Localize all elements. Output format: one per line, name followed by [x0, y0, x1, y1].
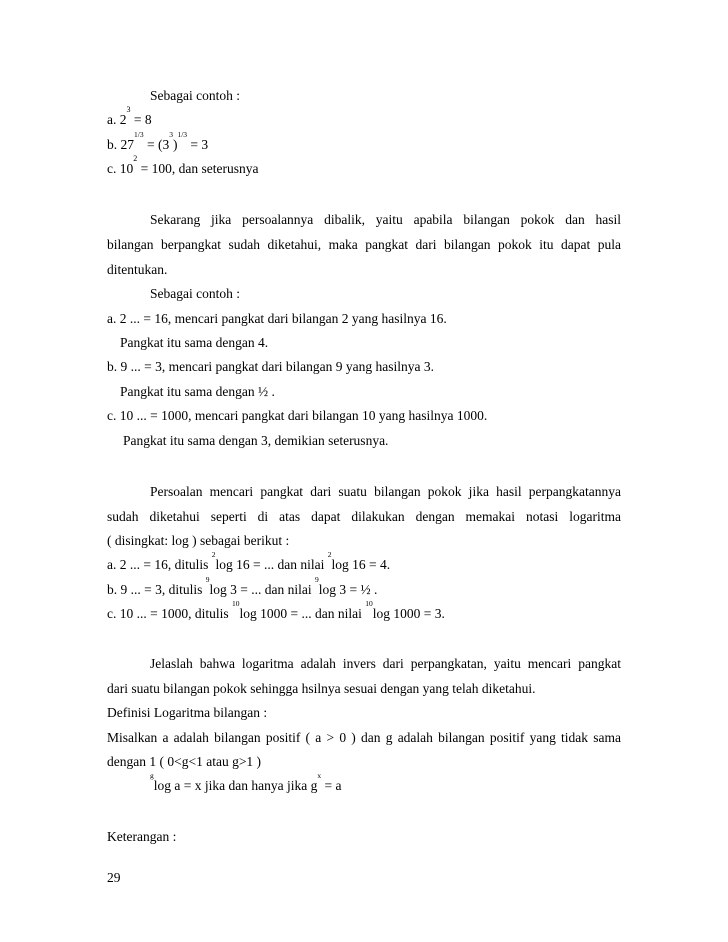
definition-line-1: Misalkan a adalah bilangan positif ( a > 0 ) dan g adalah bilangan positif yang tidak sama	[107, 730, 621, 745]
example-2c: c. 10 ... = 1000, mencari pangkat dari bilangan 10 yang hasilnya 1000.	[107, 408, 488, 423]
log-example-b: b. 9 ... = 3, ditulis $^9$log 3 = ... dan nilai $^9$log 3 = ½ .	[107, 575, 378, 597]
example-2b-note: Pangkat itu sama dengan ½ .	[120, 384, 275, 399]
example-1c: c. $10^2 = 100$, dan seterusnya	[107, 154, 259, 176]
paragraph-4-line-2: dari suatu bilangan pokok sehingga hsilnya sesuai dengan yang telah diketahui.	[107, 681, 536, 696]
paragraph-3-line-1: Persoalan mencari pangkat dari suatu bilangan pokok jika hasil perpangkatannya	[150, 484, 621, 499]
example-intro-2: Sebagai contoh :	[150, 286, 240, 301]
paragraph-4-line-1: Jelaslah bahwa logaritma adalah invers dari perpangkatan, yaitu mencari pangkat	[150, 656, 621, 671]
example-2c-note: Pangkat itu sama dengan 3, demikian seterusnya.	[123, 433, 389, 448]
definition-formula: $^g$log a = x jika dan hanya jika $g^x = a$	[150, 771, 342, 793]
example-1b: b. $27^{1/3} = (3^3)^{1/3} = 3$	[107, 130, 209, 152]
example-2a: a. 2 ... = 16, mencari pangkat dari bilangan 2 yang hasilnya 16.	[107, 311, 447, 326]
log-example-c: c. 10 ... = 1000, ditulis $^{10}$log 1000 = ... dan nilai $^{10}$log 1000 = 3.	[107, 599, 445, 621]
definition-line-2: dengan 1 ( 0<g<1 atau g>1 )	[107, 754, 262, 769]
page-number: 29	[107, 870, 121, 885]
paragraph-3-line-2: sudah diketahui seperti di atas dapat dilakukan dengan memakai notasi logaritma	[107, 509, 621, 524]
paragraph-2-line-2: bilangan berpangkat sudah diketahui, maka pangkat dari bilangan pokok itu dapat pula	[107, 237, 621, 252]
example-1a: a. $2^3 = 8$	[107, 105, 152, 127]
paragraph-2-line-1: Sekarang jika persoalannya dibalik, yaitu apabila bilangan pokok dan hasil	[150, 212, 621, 227]
example-2a-note: Pangkat itu sama dengan 4.	[120, 335, 269, 350]
example-2b: b. 9 ... = 3, mencari pangkat dari bilangan 9 yang hasilnya 3.	[107, 359, 435, 374]
paragraph-3-line-3: ( disingkat: log ) sebagai berikut :	[107, 533, 290, 548]
log-example-a: a. 2 ... = 16, ditulis $^2$log 16 = ... dan nilai $^2$log 16 = 4.	[107, 550, 391, 572]
definition-title: Definisi Logaritma bilangan :	[107, 705, 268, 720]
example-intro-1: Sebagai contoh :	[150, 88, 240, 103]
keterangan-label: Keterangan :	[107, 829, 177, 844]
paragraph-2-line-3: ditentukan.	[107, 262, 168, 277]
